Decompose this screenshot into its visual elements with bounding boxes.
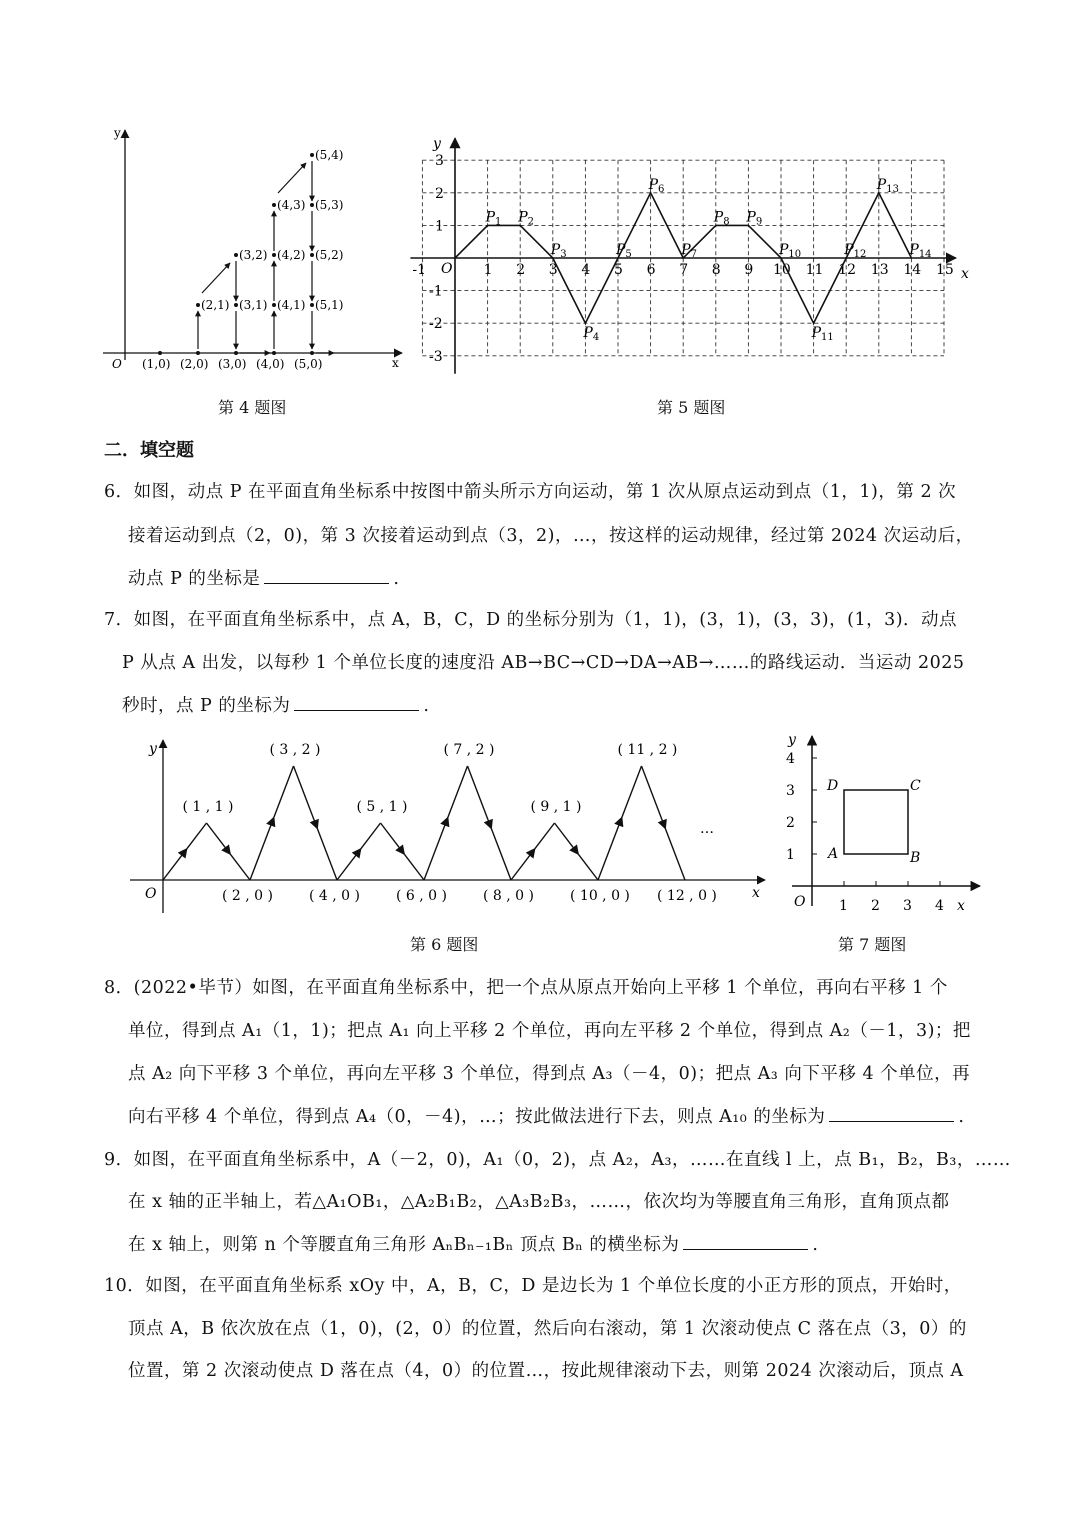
fig6-segment [361,823,381,849]
fig4-point [272,303,276,307]
fig5-x-tick: 11 [805,262,824,278]
fig7-y-tick: 4 [786,751,795,767]
fig5-x-tick: 12 [838,262,857,278]
q8-line-1: 8．(2022•毕节）如图，在平面直角坐标系中，把一个点从原点开始向上平移 1 个单位，再向右平移 1 个 [104,978,948,998]
fig5-y-tick: -2 [429,316,443,333]
fig7-x-tick: 2 [871,898,880,914]
figure-5-svg [405,130,980,385]
fig4-point [196,303,200,307]
fig6-top-label: ( 1 , 1 ) [182,799,234,815]
fig7-x-tick: 1 [839,898,848,914]
fig4-point [272,203,276,207]
fig4-x-dot [234,351,238,355]
fig5-caption: 第 5 题图 [657,398,726,417]
q9-line-3-text: 在 x 轴上，则第 n 个等腰直角三角形 AₙBₙ₋₁Bₙ 顶点 Bₙ 的横坐标为 [128,1235,680,1255]
fig4-point-label: (4,1) [277,298,306,312]
fig7-y-tick: 1 [786,847,795,863]
fig4-point-label: (3,2) [239,248,268,262]
fig4-x-tick-label: (1,0) [142,357,171,371]
q6-period: . [393,569,400,589]
figure-5 [405,130,980,385]
fig5-x-tick: 13 [870,262,889,278]
fig6-bottom-label: ( 4 , 0 ) [309,888,360,904]
fig4-x-tick-label: (4,0) [256,357,285,371]
q6-answer-blank[interactable] [264,567,389,584]
fig4-point [310,203,314,207]
fig5-x-tick: 3 [548,262,558,278]
fig6-bottom-label: ( 6 , 0 ) [396,888,447,904]
fig5-point-label: $P_7$ [681,242,697,260]
fig4-arrow [202,263,230,293]
fig6-bottom-label: ( 8 , 0 ) [483,888,534,904]
fig5-point-label: $P_2$ [518,209,534,228]
fig6-segment [274,766,294,817]
fig5-origin: O [441,261,453,277]
fig6-segment [665,829,685,880]
q8-line-4 [128,1103,964,1128]
fig4-x-label: x [392,356,399,370]
fig6-top-label: ( 11 , 2 ) [617,742,678,758]
fig6-segment-arrow [424,817,448,880]
fig4-point-label: (4,3) [277,198,306,212]
q7-line-1: 7．如图，在平面直角坐标系中，点 A，B，C，D 的坐标分别为（1，1)，(3，1)，(3，3)，(1，3)．动点 [104,610,958,630]
q8-line-2: 单位，得到点 A₁（1，1)；把点 A₁ 向上平移 2 个单位，再向左平移 2 个单位，得到点 A₂（－1，3)；把 [128,1021,971,1041]
fig5-x-tick: 4 [581,262,591,278]
fig6-segment [404,854,424,880]
fig7-vertex-label: A [828,846,839,862]
q10-line-3: 位置，第 2 次滚动使点 D 落在点（4，0）的位置…，按此规律滚动下去，则第 2024 次滚动后，顶点 A [128,1361,964,1381]
fig6-segment-arrow [163,849,187,880]
fig7-vertex-label: B [910,850,921,866]
fig5-x-tick: 7 [679,262,689,278]
q8-line-3: 点 A₂ 向下平移 3 个单位，再向左平移 3 个单位，得到点 A₃（－4，0)；把点 A₃ 向下平移 4 个单位，再 [128,1064,971,1084]
fig7-y-tick: 3 [786,783,795,799]
q9-line-3 [128,1231,818,1256]
fig4-point-label: (5,1) [315,298,344,312]
figure-6-svg [125,735,770,920]
fig5-y-tick: 3 [435,153,444,170]
fig6-x-label: x [752,885,760,901]
fig5-point-label: $P_{14}$ [909,242,932,260]
fig4-arrow [278,163,306,193]
fig6-segment-arrow [598,817,622,880]
fig6-caption: 第 6 题图 [410,935,479,954]
fig6-top-label: ( 5 , 1 ) [356,799,408,815]
fig6-segment [317,829,337,880]
q10-line-1: 10．如图，在平面直角坐标系 xOy 中，A，B，C，D 是边长为 1 个单位长度的小正方形的顶点，开始时， [104,1276,962,1296]
q8-line-4-text: 向右平移 4 个单位，得到点 A₄（0，－4)，…；按此做法进行下去，则点 A₁₀ 的坐标为 [128,1107,826,1127]
q6-line-2: 接着运动到点（2，0)，第 3 次接着运动到点（3，2)，…，按这样的运动规律，经过第 2024 次运动后， [128,526,974,546]
fig5-y-tick: 1 [435,218,444,235]
fig5-y-tick: -3 [429,348,443,365]
fig5-y-label: y [433,136,441,152]
fig5-x-tick: -1 [412,262,427,278]
q9-line-1: 9．如图，在平面直角坐标系中，A（－2，0)，A₁（0，2)，点 A₂，A₃，……在直线 l 上，点 B₁，B₂，B₃，…… [104,1150,1011,1170]
fig5-y-tick: -1 [429,283,443,300]
fig6-segment [622,766,642,817]
section-title: 二．填空题 [104,440,194,461]
fig5-y-tick: 2 [435,185,444,202]
q7-line-3-text: 秒时，点 P 的坐标为 [122,696,291,716]
fig6-segment-arrow [511,849,535,880]
fig5-x-tick: 1 [483,262,493,278]
fig5-x-tick: 10 [773,262,791,278]
q8-period: . [958,1107,965,1127]
fig6-segment [187,823,207,849]
fig6-top-label: ( 9 , 1 ) [530,799,582,815]
fig4-x-tick-label: (5,0) [294,357,323,371]
fig5-x-tick: 9 [744,262,754,278]
fig4-point [310,253,314,257]
fig6-top-label: ( 3 , 2 ) [269,742,321,758]
fig6-segment [535,823,555,849]
q10-line-2: 顶点 A，B 依次放在点（1，0)，(2，0）的位置，然后向右滚动，第 1 次滚动使点 C 落在点（3，0）的 [128,1319,967,1339]
fig4-x-dot [272,351,276,355]
fig7-y-tick: 2 [786,815,795,831]
fig5-point-label: $P_{11}$ [811,325,834,344]
fig5-point-label: $P_{12}$ [844,242,867,260]
fig6-segment-arrow [250,817,274,880]
fig5-x-tick: 8 [711,262,721,278]
fig4-point [310,303,314,307]
fig6-segment [578,854,598,880]
fig6-bottom-label: ( 2 , 0 ) [222,888,273,904]
fig5-x-tick: 15 [936,262,954,278]
fig7-origin: O [794,894,806,910]
fig4-x-dot [158,351,162,355]
q7-period: . [423,696,430,716]
q6-line-3-text: 动点 P 的坐标是 [128,569,261,589]
fig6-bottom-label: ( 10 , 0 ) [570,888,630,904]
fig4-point-label: (5,4) [315,148,344,162]
fig7-vertex-label: C [910,778,921,794]
fig5-point-label: $P_4$ [583,325,600,344]
fig5-x-label: x [961,266,969,282]
fig5-point-label: $P_9$ [746,209,763,228]
fig5-point-label: $P_1$ [485,209,502,228]
q6-line-1: 6．如图，动点 P 在平面直角坐标系中按图中箭头所示方向运动，第 1 次从原点运动到点（1，1)，第 2 次 [104,482,957,502]
fig7-x-tick: 4 [935,898,944,914]
fig4-point [234,303,238,307]
q9-line-2: 在 x 轴的正半轴上，若△A₁OB₁，△A₂B₁B₂，△A₃B₂B₃，……，依次均为等腰直角三角形，直角顶点都 [128,1192,950,1212]
fig5-x-tick: 14 [903,262,922,278]
fig4-point-label: (5,2) [315,248,344,262]
fig4-x-dot [310,351,314,355]
q9-period: . [812,1235,819,1255]
fig6-ellipsis: … [700,821,714,837]
fig6-segment [448,766,468,817]
fig4-point-label: (5,3) [315,198,344,212]
fig4-point-label: (2,1) [201,298,230,312]
fig6-segment [230,854,250,880]
fig5-x-tick: 2 [516,262,526,278]
fig5-point-label: $P_{13}$ [876,176,899,195]
fig7-y-label: y [788,732,796,748]
fig6-segment-arrow [642,766,666,829]
fig5-point-label: $P_3$ [550,242,567,260]
fig6-segment-arrow [207,823,231,854]
fig5-point-label: $P_8$ [713,209,730,228]
figure-7-svg [780,728,975,918]
q9-answer-blank[interactable] [683,1233,808,1250]
fig4-point [234,253,238,257]
fig6-segment-arrow [337,849,361,880]
fig6-segment [491,829,511,880]
fig6-segment-arrow [468,766,492,829]
fig4-origin: O [112,357,122,371]
q7-line-3 [122,692,429,717]
fig4-point [272,253,276,257]
fig5-point-label: $P_{10}$ [779,242,802,260]
fig5-x-tick: 6 [646,262,656,278]
fig4-point-label: (4,2) [277,248,306,262]
fig7-caption: 第 7 题图 [838,935,907,954]
figure-4 [100,125,410,380]
fig4-caption: 第 4 题图 [218,398,287,417]
q6-line-3 [128,565,399,590]
fig4-point-label: (3,1) [239,298,268,312]
fig6-origin: O [145,886,157,902]
fig4-x-tick-label: (2,0) [180,357,209,371]
fig7-x-tick: 3 [903,898,912,914]
fig4-point [310,153,314,157]
fig7-vertex-label: D [827,778,839,794]
q7-answer-blank[interactable] [294,694,419,711]
figure-4-svg [100,125,410,380]
q7-line-2: P 从点 A 出发，以每秒 1 个单位长度的速度沿 AB→BC→CD→DA→AB→……的路线运动．当运动 2025 [122,653,965,673]
fig5-point-label: $P_6$ [648,176,665,195]
fig6-segment-arrow [381,823,405,854]
fig5-point-label: $P_5$ [616,242,632,260]
fig6-y-label: y [149,741,157,757]
fig7-square [844,790,908,854]
fig4-y-label: y [114,126,121,140]
figure-7 [780,728,975,918]
fig4-x-dot [196,351,200,355]
fig4-x-tick-label: (3,0) [218,357,247,371]
fig6-segment-arrow [555,823,579,854]
q8-answer-blank[interactable] [829,1105,954,1122]
fig5-x-tick: 5 [614,262,623,278]
figure-6 [125,735,770,920]
fig6-segment-arrow [294,766,318,829]
fig6-bottom-label: ( 12 , 0 ) [657,888,717,904]
fig7-x-label: x [957,898,965,914]
fig6-top-label: ( 7 , 2 ) [443,742,495,758]
